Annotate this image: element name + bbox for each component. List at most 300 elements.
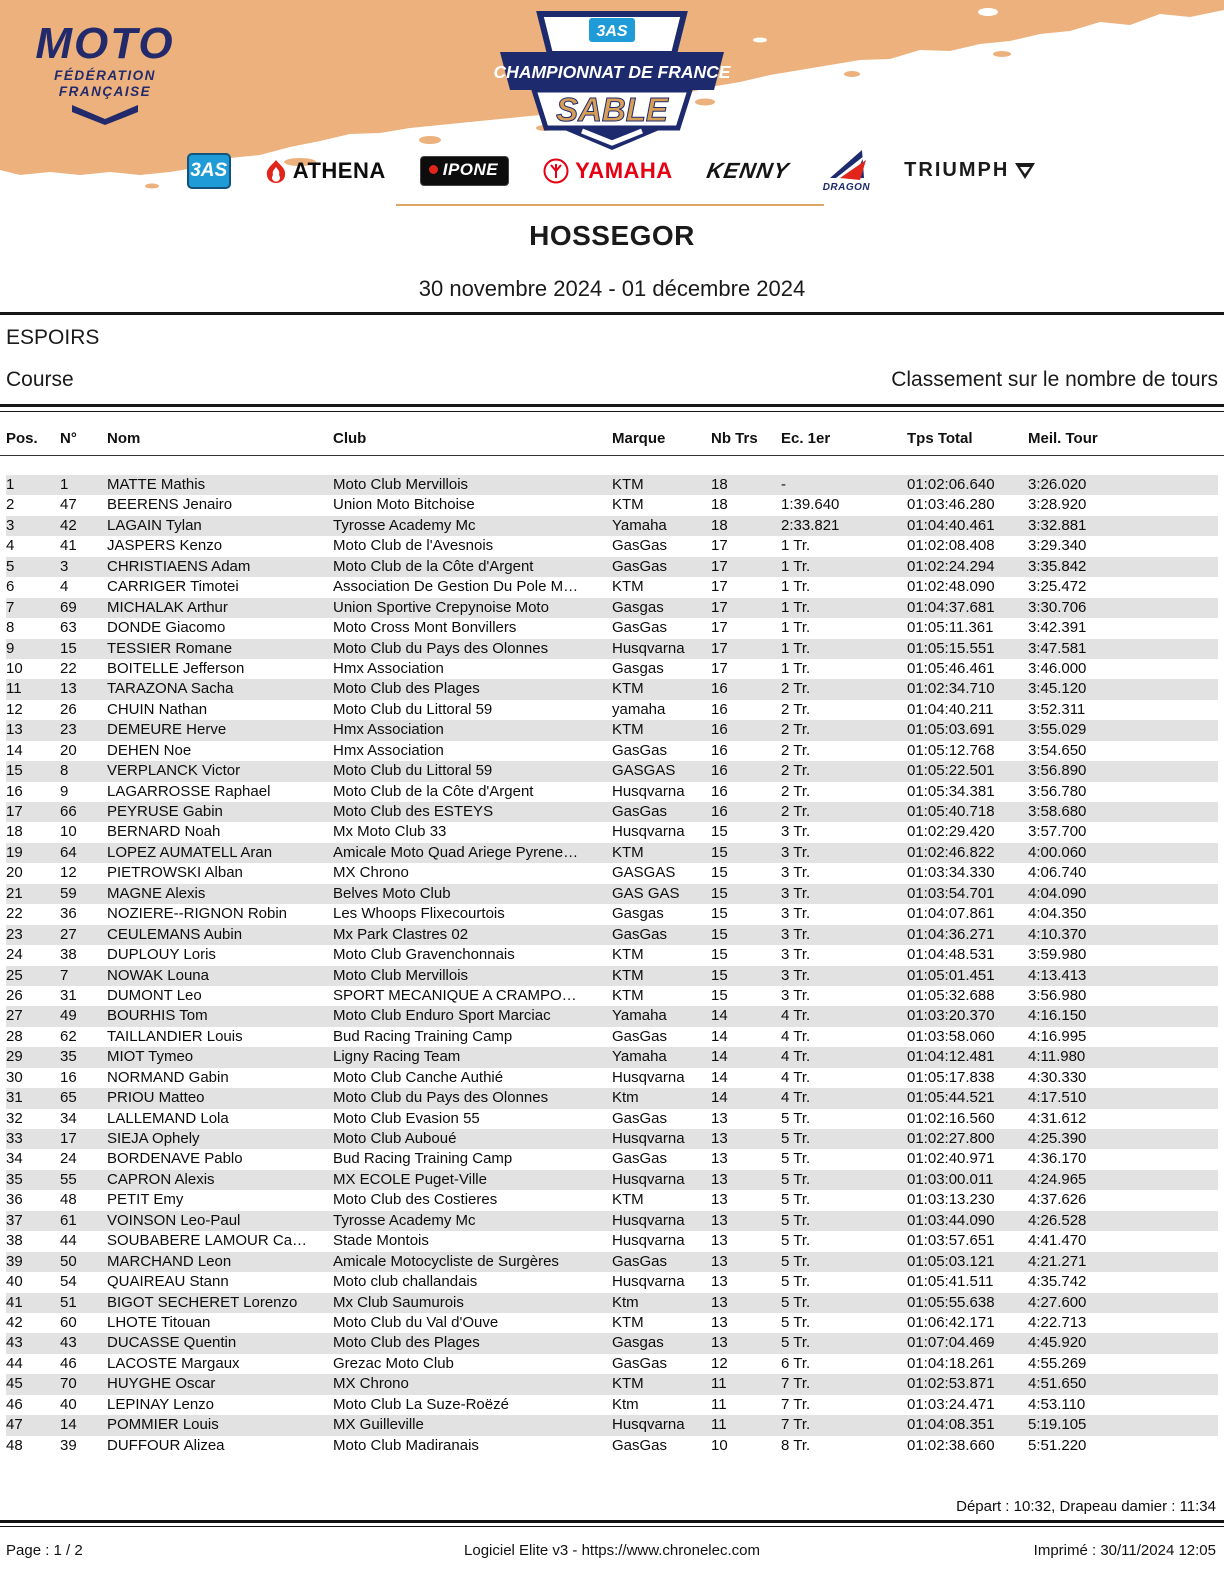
divider-above-footer xyxy=(0,1520,1224,1527)
cell-nbtrs: 13 xyxy=(711,1232,728,1250)
cell-meiltour: 3:52.311 xyxy=(1028,700,1086,718)
cell-pos: 38 xyxy=(6,1232,23,1250)
cell-tpstotal: 01:02:29.420 xyxy=(907,823,995,841)
cell-num: 55 xyxy=(60,1170,77,1188)
cell-marque: Ktm xyxy=(612,1395,639,1413)
cell-tpstotal: 01:04:37.681 xyxy=(907,598,995,616)
cell-pos: 48 xyxy=(6,1436,23,1454)
cell-marque: Husqvarna xyxy=(612,1130,685,1147)
cell-pos: 6 xyxy=(6,578,15,596)
cell-nom: CARRIGER Timotei xyxy=(107,578,239,596)
cell-num: 62 xyxy=(60,1027,77,1045)
cell-club: Moto Club Auboué xyxy=(333,1130,457,1147)
cell-nom: DUCASSE Quentin xyxy=(107,1334,237,1352)
cell-num: 41 xyxy=(60,537,77,555)
cell-pos: 8 xyxy=(6,619,15,637)
cell-ec1er: 5 Tr. xyxy=(781,1211,811,1229)
dragon-flag-icon xyxy=(824,148,868,182)
cell-num: 20 xyxy=(60,741,77,759)
cell-nom: SOUBABERE LAMOUR Ca… xyxy=(107,1232,308,1250)
cell-num: 54 xyxy=(60,1273,77,1291)
cell-ec1er: 8 Tr. xyxy=(781,1436,811,1454)
cell-club: Les Whoops Flixecourtois xyxy=(333,905,505,923)
table-row xyxy=(6,863,1218,883)
cell-meiltour: 3:56.980 xyxy=(1028,986,1087,1004)
cell-nbtrs: 15 xyxy=(711,864,728,882)
cell-ec1er: 7 Tr. xyxy=(781,1416,811,1434)
table-row xyxy=(6,639,1218,659)
cell-nom: CAPRON Alexis xyxy=(107,1170,215,1188)
cell-ec1er: 4 Tr. xyxy=(781,1048,811,1066)
cell-nbtrs: 15 xyxy=(711,925,728,943)
cell-meiltour: 4:35.742 xyxy=(1028,1273,1087,1291)
cell-nom: QUAIREAU Stann xyxy=(107,1273,229,1291)
cell-club: Grezac Moto Club xyxy=(333,1354,454,1372)
cell-tpstotal: 01:05:44.521 xyxy=(907,1089,995,1107)
cell-club: Moto Club du Pays des Olonnes xyxy=(333,639,549,657)
cell-ec1er: 2 Tr. xyxy=(781,680,811,698)
cell-pos: 47 xyxy=(6,1416,23,1434)
cell-marque: Husqvarna xyxy=(612,782,685,800)
cell-tpstotal: 01:04:40.461 xyxy=(907,516,995,534)
cell-nbtrs: 18 xyxy=(711,516,728,534)
cell-meiltour: 3:26.020 xyxy=(1028,476,1087,493)
printed-timestamp: Imprimé : 30/11/2024 12:05 xyxy=(1033,1542,1216,1559)
cell-marque: GasGas xyxy=(612,1150,668,1168)
cell-pos: 42 xyxy=(6,1313,23,1331)
table-row xyxy=(6,945,1218,965)
cell-nom: LHOTE Titouan xyxy=(107,1313,211,1331)
table-row xyxy=(6,1313,1218,1333)
cell-ec1er: 7 Tr. xyxy=(781,1395,811,1413)
cell-ec1er: 1 Tr. xyxy=(781,598,811,616)
cell-nbtrs: 16 xyxy=(711,762,728,780)
cell-meiltour: 3:58.680 xyxy=(1028,803,1087,820)
table-row xyxy=(6,741,1218,761)
cell-pos: 31 xyxy=(6,1089,23,1107)
cell-pos: 34 xyxy=(6,1150,23,1168)
cell-marque: Husqvarna xyxy=(612,1211,685,1229)
column-header-meiltour: Meil. Tour xyxy=(1028,430,1098,447)
cell-club: Union Sportive Crepynoise Moto xyxy=(333,598,549,616)
cell-nbtrs: 14 xyxy=(711,1068,728,1086)
cell-club: Stade Montois xyxy=(333,1232,429,1250)
cell-nbtrs: 13 xyxy=(711,1150,728,1168)
cell-nom: LOPEZ AUMATELL Aran xyxy=(107,843,273,861)
table-row xyxy=(6,1211,1218,1231)
cell-marque: GasGas xyxy=(612,1252,668,1270)
cell-meiltour: 5:19.105 xyxy=(1028,1416,1087,1434)
cell-tpstotal: 01:05:03.691 xyxy=(907,721,995,739)
cell-nbtrs: 11 xyxy=(711,1375,727,1393)
cell-meiltour: 3:32.881 xyxy=(1028,516,1087,534)
classification-label: Classement sur le nombre de tours xyxy=(891,368,1218,391)
cell-tpstotal: 01:05:03.121 xyxy=(907,1252,995,1270)
cell-nbtrs: 13 xyxy=(711,1109,728,1127)
cell-meiltour: 3:57.700 xyxy=(1028,823,1087,841)
cell-meiltour: 4:00.060 xyxy=(1028,843,1087,861)
cell-pos: 27 xyxy=(6,1007,23,1025)
cell-pos: 2 xyxy=(6,496,15,514)
cell-nom: LACOSTE Margaux xyxy=(107,1354,240,1372)
cell-pos: 1 xyxy=(6,476,15,493)
cell-num: 39 xyxy=(60,1436,77,1454)
cell-club: Hmx Association xyxy=(333,721,444,739)
cell-tpstotal: 01:02:16.560 xyxy=(907,1109,995,1127)
cell-club: Bud Racing Training Camp xyxy=(333,1027,513,1045)
cell-club: Moto Club de l'Avesnois xyxy=(333,537,494,555)
table-row xyxy=(6,986,1218,1006)
table-row xyxy=(6,659,1218,679)
cell-nbtrs: 17 xyxy=(711,598,728,616)
table-row xyxy=(6,720,1218,740)
cell-club: Moto Club Canche Authié xyxy=(333,1068,504,1086)
cell-pos: 26 xyxy=(6,986,23,1004)
table-row xyxy=(6,1272,1218,1292)
column-header-marque: Marque xyxy=(612,430,666,447)
cell-pos: 21 xyxy=(6,884,23,902)
table-row xyxy=(6,1027,1218,1047)
table-row xyxy=(6,1088,1218,1108)
cell-num: 38 xyxy=(60,946,77,964)
cell-meiltour: 4:06.740 xyxy=(1028,864,1087,882)
cell-marque: KTM xyxy=(612,721,644,739)
column-header-num: N° xyxy=(60,430,77,447)
cell-pos: 13 xyxy=(6,721,23,739)
cell-nbtrs: 15 xyxy=(711,884,728,902)
cell-pos: 30 xyxy=(6,1068,23,1086)
cell-ec1er: 3 Tr. xyxy=(781,946,811,964)
cell-club: Moto Club Enduro Sport Marciac xyxy=(333,1007,551,1025)
cell-nbtrs: 11 xyxy=(711,1395,727,1413)
cell-ec1er: 5 Tr. xyxy=(781,1109,811,1127)
cell-tpstotal: 01:05:34.381 xyxy=(907,782,995,800)
cell-nbtrs: 16 xyxy=(711,741,728,759)
cell-marque: KTM xyxy=(612,496,644,514)
cell-marque: Yamaha xyxy=(612,1048,667,1066)
cell-meiltour: 3:45.120 xyxy=(1028,680,1087,698)
cell-nom: PIETROWSKI Alban xyxy=(107,864,243,882)
cell-marque: GasGas xyxy=(612,537,668,555)
cell-nbtrs: 14 xyxy=(711,1007,728,1025)
cell-nbtrs: 13 xyxy=(711,1191,728,1209)
cell-nom: MIOT Tymeo xyxy=(107,1048,194,1066)
table-row xyxy=(6,1149,1218,1169)
cell-nom: DUPLOUY Loris xyxy=(107,946,216,964)
cell-tpstotal: 01:02:46.822 xyxy=(907,843,995,861)
cell-club: Moto Club Gravenchonnais xyxy=(333,946,515,964)
cell-ec1er: 3 Tr. xyxy=(781,986,811,1004)
cell-num: 65 xyxy=(60,1089,77,1107)
cell-num: 12 xyxy=(60,864,77,882)
cell-pos: 32 xyxy=(6,1109,23,1127)
cell-nbtrs: 13 xyxy=(711,1293,728,1311)
cell-meiltour: 4:41.470 xyxy=(1028,1232,1087,1250)
cell-nbtrs: 15 xyxy=(711,966,728,984)
cell-pos: 4 xyxy=(6,537,15,555)
cell-ec1er: 7 Tr. xyxy=(781,1375,811,1393)
cell-meiltour: 3:56.780 xyxy=(1028,782,1087,800)
results-table-header xyxy=(6,430,1218,447)
cell-pos: 36 xyxy=(6,1191,23,1209)
cell-club: MX Chrono xyxy=(333,1375,409,1393)
cell-club: Amicale Moto Quad Ariege Pyrene… xyxy=(333,843,579,861)
athena-wordmark: ATHENA xyxy=(292,157,386,183)
cell-num: 26 xyxy=(60,700,77,718)
cell-num: 16 xyxy=(60,1068,77,1086)
cell-meiltour: 4:37.626 xyxy=(1028,1191,1087,1209)
cell-ec1er: 2 Tr. xyxy=(781,782,811,800)
cell-meiltour: 3:30.706 xyxy=(1028,598,1087,616)
chevron-down-icon xyxy=(70,103,140,125)
cell-meiltour: 3:29.340 xyxy=(1028,537,1087,555)
table-row xyxy=(6,1374,1218,1394)
cell-tpstotal: 01:02:34.710 xyxy=(907,680,995,698)
cell-nbtrs: 13 xyxy=(711,1211,728,1229)
cell-num: 49 xyxy=(60,1007,77,1025)
cell-pos: 18 xyxy=(6,823,23,841)
cell-nom: PEYRUSE Gabin xyxy=(107,803,223,820)
cell-marque: Yamaha xyxy=(612,1007,667,1025)
cell-tpstotal: 01:04:48.531 xyxy=(907,946,995,964)
table-row xyxy=(6,700,1218,720)
cell-marque: Husqvarna xyxy=(612,639,685,657)
cell-nom: DUMONT Leo xyxy=(107,986,202,1004)
cell-tpstotal: 01:05:22.501 xyxy=(907,762,995,780)
triumph-triangle-icon xyxy=(1013,161,1037,181)
cell-tpstotal: 01:02:06.640 xyxy=(907,476,995,493)
cell-num: 22 xyxy=(60,659,77,677)
table-row xyxy=(6,1395,1218,1415)
cell-ec1er: 1 Tr. xyxy=(781,659,811,677)
cell-tpstotal: 01:03:34.330 xyxy=(907,864,995,882)
cell-pos: 14 xyxy=(6,741,23,759)
cell-meiltour: 4:04.350 xyxy=(1028,905,1087,923)
cell-meiltour: 3:28.920 xyxy=(1028,496,1087,514)
cell-nom: CHRISTIAENS Adam xyxy=(107,557,251,575)
cell-meiltour: 4:55.269 xyxy=(1028,1354,1087,1372)
cell-nbtrs: 18 xyxy=(711,476,728,493)
cell-tpstotal: 01:03:54.701 xyxy=(907,884,995,902)
cell-num: 59 xyxy=(60,884,77,902)
cell-club: Union Moto Bitchoise xyxy=(333,496,475,514)
cell-meiltour: 4:30.330 xyxy=(1028,1068,1087,1086)
cell-pos: 39 xyxy=(6,1252,23,1270)
sponsor-ipone-logo xyxy=(420,156,509,186)
cell-marque: Gasgas xyxy=(612,1334,664,1352)
cell-tpstotal: 01:04:40.211 xyxy=(907,700,994,718)
cell-ec1er: 4 Tr. xyxy=(781,1027,811,1045)
cell-ec1er: 1 Tr. xyxy=(781,557,811,575)
column-header-pos: Pos. xyxy=(6,430,38,447)
cell-ec1er: 3 Tr. xyxy=(781,884,811,902)
cell-meiltour: 4:51.650 xyxy=(1028,1375,1087,1393)
cell-nbtrs: 10 xyxy=(711,1436,728,1454)
cell-ec1er: 5 Tr. xyxy=(781,1293,811,1311)
table-row xyxy=(6,1068,1218,1088)
cell-tpstotal: 01:03:58.060 xyxy=(907,1027,995,1045)
table-row xyxy=(6,1006,1218,1026)
athena-flame-icon xyxy=(265,159,287,183)
cell-num: 27 xyxy=(60,925,77,943)
cell-meiltour: 4:25.390 xyxy=(1028,1130,1087,1147)
ipone-wordmark: IPONE xyxy=(442,159,499,179)
cell-tpstotal: 01:03:46.280 xyxy=(907,496,995,514)
cell-nbtrs: 17 xyxy=(711,578,728,596)
cell-nbtrs: 13 xyxy=(711,1170,728,1188)
cell-nbtrs: 11 xyxy=(711,1416,727,1434)
cell-meiltour: 4:45.920 xyxy=(1028,1334,1087,1352)
cell-meiltour: 4:53.110 xyxy=(1028,1395,1086,1413)
cell-ec1er: 1 Tr. xyxy=(781,537,811,555)
cell-club: Mx Moto Club 33 xyxy=(333,823,447,841)
table-row xyxy=(6,1129,1218,1149)
cell-nbtrs: 15 xyxy=(711,823,728,841)
cell-meiltour: 3:54.650 xyxy=(1028,741,1087,759)
cell-meiltour: 4:16.150 xyxy=(1028,1007,1087,1025)
cell-num: 10 xyxy=(60,823,77,841)
cell-tpstotal: 01:02:48.090 xyxy=(907,578,995,596)
cell-tpstotal: 01:05:17.838 xyxy=(907,1068,995,1086)
cell-ec1er: 3 Tr. xyxy=(781,864,811,882)
cell-tpstotal: 01:04:36.271 xyxy=(907,925,995,943)
dragon-wordmark: DRAGON xyxy=(822,182,871,193)
cell-tpstotal: 01:02:40.971 xyxy=(907,1150,995,1168)
cell-pos: 11 xyxy=(6,680,22,698)
cell-club: Moto Club des Plages xyxy=(333,1334,480,1352)
cell-club: Hmx Association xyxy=(333,659,444,677)
sponsor-kenny-logo xyxy=(704,157,791,184)
cell-num: 51 xyxy=(60,1293,77,1311)
cell-club: Moto Club Evasion 55 xyxy=(333,1109,480,1127)
table-row xyxy=(6,536,1218,556)
cell-club: Moto Club de la Côte d'Argent xyxy=(333,782,534,800)
sponsor-athena-logo xyxy=(265,158,386,184)
cell-nom: BOITELLE Jefferson xyxy=(107,659,245,677)
cell-marque: KTM xyxy=(612,1375,644,1393)
cell-marque: KTM xyxy=(612,986,644,1004)
cell-ec1er: 3 Tr. xyxy=(781,966,811,984)
cell-meiltour: 3:59.980 xyxy=(1028,946,1087,964)
cell-pos: 45 xyxy=(6,1375,23,1393)
sponsor-yamaha-logo xyxy=(543,158,673,184)
cell-marque: GasGas xyxy=(612,741,668,759)
cell-club: Hmx Association xyxy=(333,741,444,759)
cell-tpstotal: 01:05:55.638 xyxy=(907,1293,995,1311)
table-row xyxy=(6,782,1218,802)
cell-num: 60 xyxy=(60,1313,77,1331)
cell-num: 9 xyxy=(60,782,69,800)
cell-ec1er: 5 Tr. xyxy=(781,1334,811,1352)
cell-nbtrs: 13 xyxy=(711,1273,728,1291)
cell-nbtrs: 14 xyxy=(711,1089,728,1107)
cell-nbtrs: 16 xyxy=(711,803,728,820)
cell-club: Ligny Racing Team xyxy=(333,1048,461,1066)
cell-marque: Husqvarna xyxy=(612,1416,685,1434)
cell-pos: 7 xyxy=(6,598,15,616)
cell-num: 48 xyxy=(60,1191,77,1209)
table-row xyxy=(6,1231,1218,1251)
cell-nom: LALLEMAND Lola xyxy=(107,1109,229,1127)
results-table-body xyxy=(6,475,1218,1456)
cell-tpstotal: 01:05:11.361 xyxy=(907,619,994,637)
cell-num: 46 xyxy=(60,1354,77,1372)
cell-tpstotal: 01:02:53.871 xyxy=(907,1375,995,1393)
cell-tpstotal: 01:04:07.861 xyxy=(907,905,995,923)
session-label: Course xyxy=(6,368,74,391)
table-row xyxy=(6,598,1218,618)
table-row xyxy=(6,475,1218,495)
cell-ec1er: 2:33.821 xyxy=(781,516,840,534)
cell-num: 70 xyxy=(60,1375,77,1393)
cell-nbtrs: 14 xyxy=(711,1027,728,1045)
cell-pos: 12 xyxy=(6,700,23,718)
cell-meiltour: 3:25.472 xyxy=(1028,578,1087,596)
cell-meiltour: 3:35.842 xyxy=(1028,557,1087,575)
cell-tpstotal: 01:02:38.660 xyxy=(907,1436,995,1454)
cell-ec1er: 4 Tr. xyxy=(781,1068,811,1086)
cell-ec1er: 4 Tr. xyxy=(781,1089,811,1107)
cell-num: 23 xyxy=(60,721,77,739)
table-row xyxy=(6,1436,1218,1456)
cell-club: Moto Club Mervillois xyxy=(333,476,469,493)
cell-nbtrs: 16 xyxy=(711,700,728,718)
cell-marque: Husqvarna xyxy=(612,1273,685,1291)
cell-ec1er: 2 Tr. xyxy=(781,741,811,759)
column-header-nbtrs: Nb Trs xyxy=(711,430,758,447)
cell-marque: GasGas xyxy=(612,1354,668,1372)
cell-meiltour: 4:16.995 xyxy=(1028,1027,1087,1045)
cell-ec1er: 1 Tr. xyxy=(781,639,811,657)
cell-ec1er: 1:39.640 xyxy=(781,496,840,514)
cell-marque: Yamaha xyxy=(612,516,667,534)
badge-title: CHAMPIONNAT DE FRANCE xyxy=(493,62,731,82)
cell-ec1er: 3 Tr. xyxy=(781,843,811,861)
cell-nom: VOINSON Leo-Paul xyxy=(107,1211,241,1229)
cell-num: 13 xyxy=(60,680,77,698)
cell-marque: Gasgas xyxy=(612,905,664,923)
sponsor-dragon-logo xyxy=(823,148,870,193)
cell-nom: POMMIER Louis xyxy=(107,1416,219,1434)
cell-num: 4 xyxy=(60,578,69,596)
cell-nom: LAGARROSSE Raphael xyxy=(107,782,271,800)
cell-tpstotal: 01:07:04.469 xyxy=(907,1334,995,1352)
cell-meiltour: 4:11.980 xyxy=(1028,1048,1086,1066)
cell-nom: DEMEURE Herve xyxy=(107,721,227,739)
cell-num: 61 xyxy=(60,1211,77,1229)
cell-pos: 29 xyxy=(6,1048,23,1066)
cell-nom: BORDENAVE Pablo xyxy=(107,1150,243,1168)
cell-nom: MATTE Mathis xyxy=(107,476,206,493)
cell-ec1er: 5 Tr. xyxy=(781,1313,811,1331)
cell-pos: 9 xyxy=(6,639,15,657)
cell-num: 44 xyxy=(60,1232,77,1250)
cell-tpstotal: 01:03:00.011 xyxy=(907,1170,994,1188)
cell-pos: 19 xyxy=(6,843,23,861)
cell-club: Moto Club du Val d'Ouve xyxy=(333,1313,499,1331)
cell-marque: GasGas xyxy=(612,925,668,943)
cell-club: Moto Club du Littoral 59 xyxy=(333,700,493,718)
cell-tpstotal: 01:02:08.408 xyxy=(907,537,995,555)
cell-nom: NOWAK Louna xyxy=(107,966,209,984)
cell-num: 42 xyxy=(60,516,77,534)
cell-ec1er: 5 Tr. xyxy=(781,1252,811,1270)
cell-club: Amicale Motocycliste de Surgères xyxy=(333,1252,559,1270)
cell-marque: yamaha xyxy=(612,700,666,718)
cell-nom: VERPLANCK Victor xyxy=(107,762,241,780)
table-row xyxy=(6,1190,1218,1210)
cell-num: 17 xyxy=(60,1130,77,1147)
